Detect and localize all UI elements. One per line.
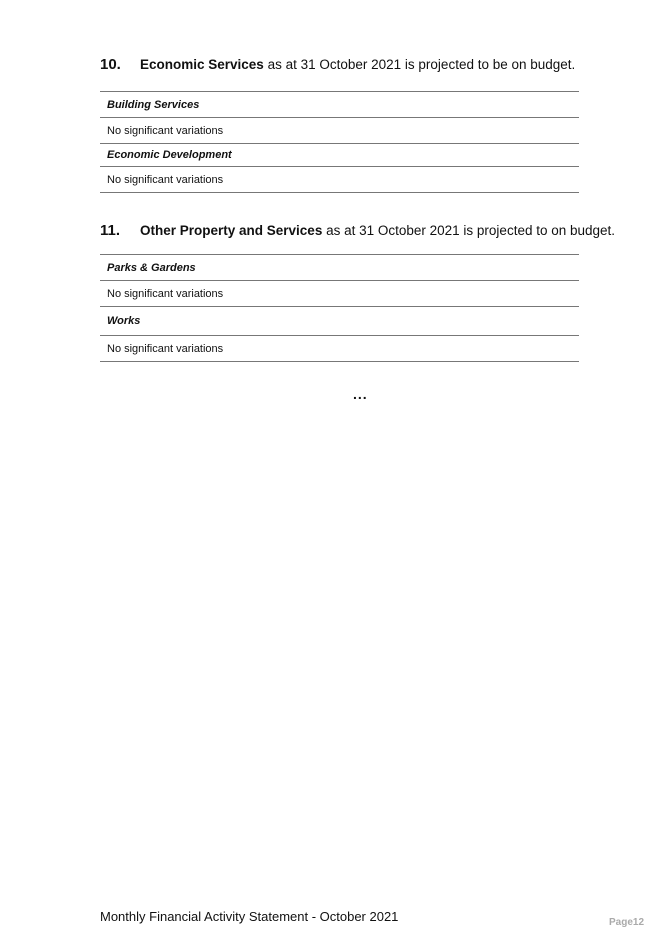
- table-row-subheading: Economic Development: [100, 143, 579, 166]
- table-row: No significant variations: [100, 280, 579, 306]
- section-number: 10.: [100, 56, 121, 73]
- table-row: No significant variations: [100, 117, 579, 143]
- section-10-table: [100, 91, 579, 193]
- section-number: 11.: [100, 222, 121, 239]
- table-row-subheading: Building Services: [100, 91, 579, 117]
- section-text: as at 31 October 2021 is projected to on budget.: [322, 223, 616, 238]
- table-row-subheading: Works: [100, 306, 579, 335]
- table-row: No significant variations: [100, 335, 579, 362]
- footer-title: Monthly Financial Activity Statement - October 2021: [100, 909, 399, 924]
- section-text: as at 31 October 2021 is projected to be on budget.: [263, 57, 576, 72]
- section-title: Other Property and Services: [140, 223, 323, 238]
- table-row-subheading: Parks & Gardens: [100, 254, 579, 280]
- section-10-heading: [100, 56, 575, 73]
- table-row: No significant variations: [100, 166, 579, 193]
- page-number: Page12: [609, 917, 645, 928]
- section-11-heading: [100, 222, 615, 239]
- section-11-table: [100, 254, 579, 362]
- ellipsis: ...: [353, 386, 368, 402]
- section-title: Economic Services: [140, 57, 264, 72]
